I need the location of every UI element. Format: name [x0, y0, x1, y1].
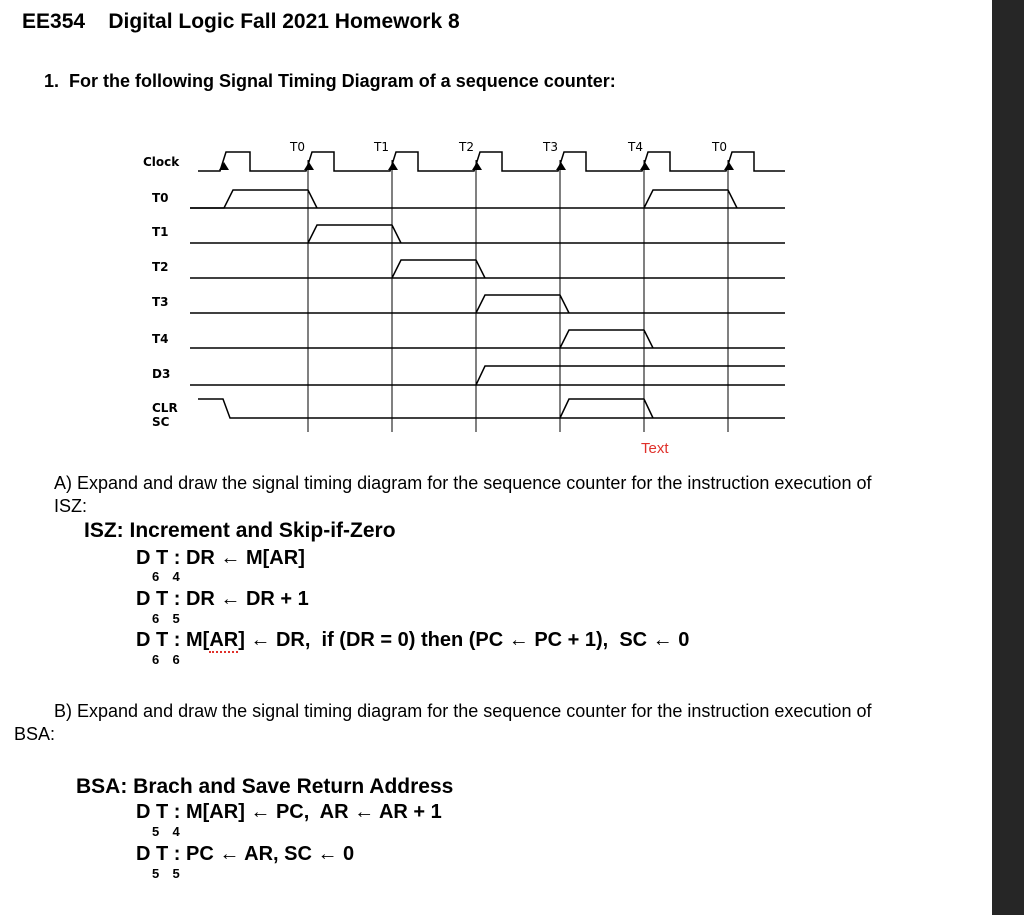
part-b-eq2: D T : PC ← AR, SC ← 0 — [136, 843, 355, 865]
part-a-eq1: D T : DR ← M[AR] — [136, 547, 305, 569]
part-b-eq1: D T : M[AR] ← PC, AR ← AR + 1 — [136, 801, 442, 823]
grid-lines — [308, 160, 728, 432]
clock-waveform — [198, 152, 785, 171]
text-note: Text — [641, 440, 669, 457]
part-a-text: A) Expand and draw the signal timing diagram for the sequence counter for the instruction execution of ISZ: — [54, 473, 872, 516]
clock-edge-arrows — [219, 162, 734, 170]
t1-waveform — [190, 225, 785, 243]
edge-label-t0: T0 — [290, 140, 305, 154]
t2-label: T2 — [152, 260, 169, 274]
d3-label: D3 — [152, 367, 171, 381]
edge-label-t0b: T0 — [712, 140, 727, 154]
part-a-eq3-pre: D T : M[ — [136, 629, 210, 651]
sc-label: SC — [152, 415, 170, 429]
page-title: EE354 Digital Logic Fall 2021 Homework 8 — [22, 10, 460, 33]
edge-label-t2: T2 — [459, 140, 474, 154]
part-a-eq3 — [136, 629, 689, 652]
t3-label: T3 — [152, 295, 169, 309]
part-a-eq2: D T : DR ← DR + 1 — [136, 588, 309, 610]
t1-label: T1 — [152, 225, 169, 239]
part-a-eq3-post: ] ← DR, if (DR = 0) then (PC ← PC + 1), SC ← 0 — [238, 629, 690, 651]
clr-label: CLR — [152, 401, 178, 415]
part-b-text: B) Expand and draw the signal timing diagram for the sequence counter for the instruction execution of BSA: — [14, 701, 872, 744]
t0-waveform — [190, 190, 785, 208]
t2-waveform — [190, 260, 785, 278]
edge-label-t1: T1 — [374, 140, 389, 154]
part-b-eq1-sub: 5 4 — [152, 824, 182, 839]
edge-label-t3: T3 — [543, 140, 558, 154]
question-1: 1. For the following Signal Timing Diagram of a sequence counter: — [44, 71, 616, 91]
t4-waveform — [190, 330, 785, 348]
part-a-eq3-sub: 6 6 — [152, 652, 182, 667]
part-a-eq1-sub: 6 4 — [152, 569, 182, 584]
clr-sc-waveform — [198, 399, 785, 418]
edge-label-t4: T4 — [628, 140, 643, 154]
window-sidebar — [992, 0, 1024, 915]
t3-waveform — [190, 295, 785, 313]
part-b-heading: BSA: Brach and Save Return Address — [76, 775, 454, 798]
clock-label: Clock — [143, 155, 180, 169]
part-b-eq2-sub: 5 5 — [152, 866, 182, 881]
t4-label: T4 — [152, 332, 169, 346]
part-a-eq2-sub: 6 5 — [152, 611, 182, 626]
d3-waveform — [190, 366, 785, 385]
part-a-eq3-mark: AR — [209, 629, 239, 651]
t0-label: T0 — [152, 191, 169, 205]
part-a-heading: ISZ: Increment and Skip-if-Zero — [84, 519, 396, 542]
timing-diagram — [0, 0, 992, 470]
